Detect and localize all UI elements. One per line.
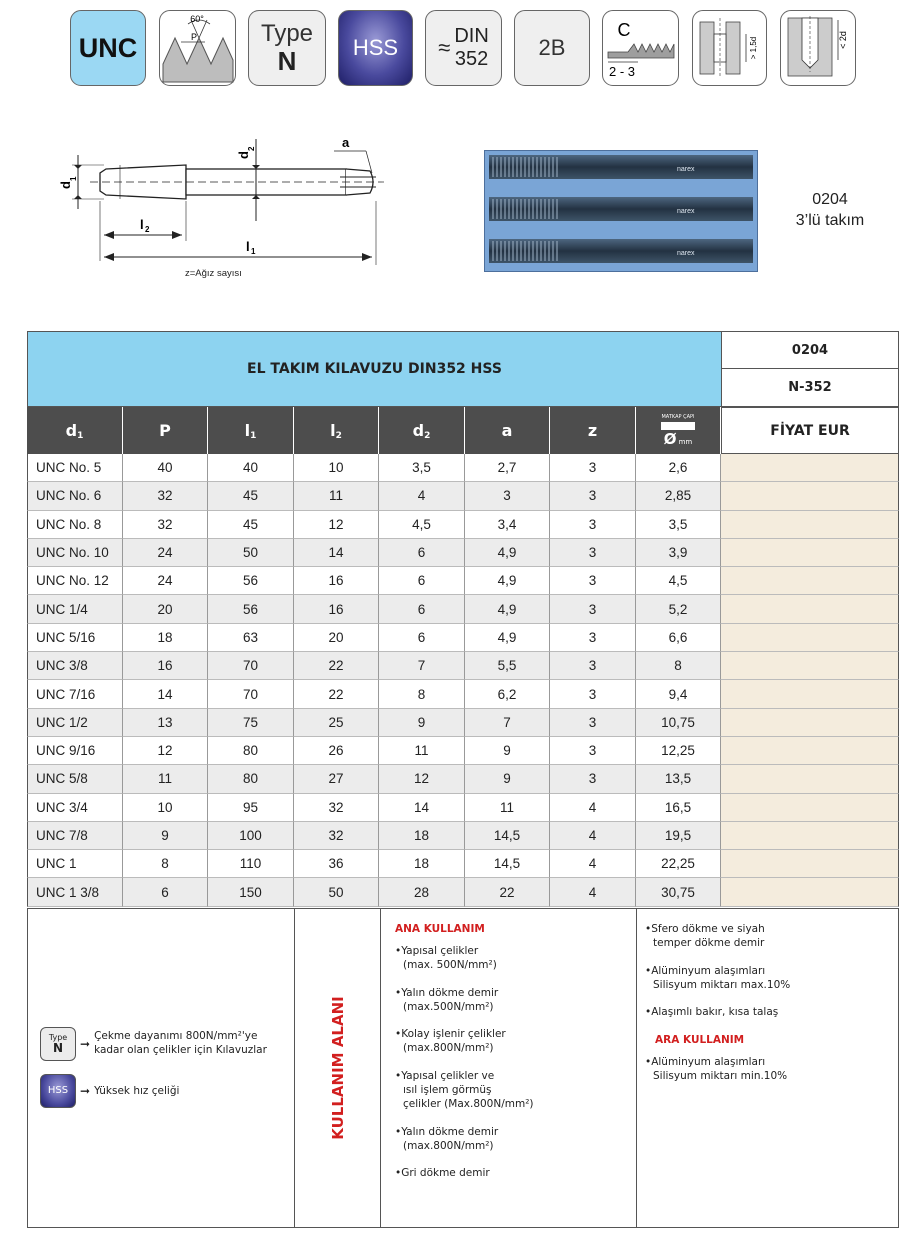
usage-item-line: Silisyum miktarı max.10% (653, 978, 791, 991)
dim-l2-sub: 2 (145, 225, 150, 234)
table-cell: 3 (550, 624, 636, 652)
table-cell: 11 (379, 737, 465, 765)
tolerance-badge (514, 10, 590, 86)
table-cell: 8 (123, 850, 208, 878)
usage-item-line: (max. 500N/mm²) (403, 958, 497, 971)
thread-size-cell: UNC 9/16 (27, 737, 123, 765)
usage-item-line: temper dökme demir (653, 936, 765, 949)
table-cell: 16 (123, 652, 208, 680)
table-row (27, 511, 899, 539)
depth-through-label: > 1,5d (748, 36, 758, 60)
usage-item-line: • Yalın dökme demir (395, 987, 636, 1001)
thread-size-cell: UNC 1 (27, 850, 123, 878)
table-cell: 25 (294, 709, 379, 737)
table-cell: 100 (208, 822, 294, 850)
usage-item-line: Silisyum miktarı min.10% (653, 1070, 788, 1083)
table-cell: 3 (550, 539, 636, 567)
pitch-label: P (190, 32, 197, 42)
table-cell: 32 (123, 482, 208, 510)
table-cell: 9 (379, 709, 465, 737)
price-cell (721, 652, 899, 680)
table-cell: 12 (294, 511, 379, 539)
column-headers (27, 407, 721, 454)
thread-size-cell: UNC 1 3/8 (27, 878, 123, 906)
table-cell: 95 (208, 794, 294, 822)
table-cell: 80 (208, 737, 294, 765)
product-code: 0204 (812, 191, 848, 208)
usage-item (395, 1126, 636, 1154)
product-code-block (775, 190, 885, 232)
price-cell (721, 595, 899, 623)
table-code: 0204 (721, 331, 899, 369)
table-cell: 14 (294, 539, 379, 567)
column-header (465, 407, 550, 454)
dim-l1-label: l (246, 239, 250, 254)
usage-item (395, 945, 636, 973)
usage-item-line: • Kolay işlenir çelikler (395, 1028, 636, 1042)
tap-spec-table (27, 331, 899, 900)
table-cell: 150 (208, 878, 294, 906)
dim-d1-label: d (58, 181, 73, 189)
usage-item (395, 987, 636, 1015)
price-cell (721, 680, 899, 708)
table-cell: 18 (379, 850, 465, 878)
usage-item (395, 1167, 636, 1181)
table-cell: 6 (379, 539, 465, 567)
legend-type (40, 1027, 267, 1061)
table-row (27, 482, 899, 510)
tap-set-image (485, 151, 757, 271)
price-cell (721, 737, 899, 765)
dim-l2-label: l (140, 217, 144, 232)
legend-type-text-2: kadar olan çelikler için Kılavuzlar (94, 1044, 267, 1056)
table-cell: 11 (465, 794, 550, 822)
table-row (27, 765, 899, 793)
table-cell: 5,5 (465, 652, 550, 680)
table-cell: 10,75 (636, 709, 721, 737)
table-cell: 70 (208, 680, 294, 708)
column-header-label: P (159, 421, 171, 440)
table-cell: 3 (550, 709, 636, 737)
blind-hole-icon (782, 12, 854, 84)
usage-item (645, 965, 900, 993)
usage-item-line: • Yalın dökme demir (395, 1126, 636, 1140)
usage-item-line: • Alüminyum alaşımları (645, 1056, 900, 1070)
table-cell: 3 (550, 567, 636, 595)
table-cell: 3 (550, 765, 636, 793)
table-cell: 2,7 (465, 454, 550, 482)
column-header (123, 407, 208, 454)
arrow-right-icon: ➞ (80, 1037, 91, 1051)
table-cell: 40 (208, 454, 294, 482)
secondary-usage-title: ARA KULLANIM (655, 1034, 745, 1047)
table-cell: 110 (208, 850, 294, 878)
table-cell: 3 (550, 652, 636, 680)
table-cell: 32 (294, 822, 379, 850)
column-header-label: z (587, 421, 598, 440)
table-cell: 63 (208, 624, 294, 652)
table-cell: 45 (208, 511, 294, 539)
table-cell: 13 (123, 709, 208, 737)
table-row (27, 652, 899, 680)
thread-size-cell: UNC 5/8 (27, 765, 123, 793)
table-row (27, 539, 899, 567)
table-cell: 70 (208, 652, 294, 680)
dim-a-label: a (342, 135, 350, 150)
arrow-right-icon: ➞ (80, 1084, 91, 1098)
table-cell: 32 (123, 511, 208, 539)
secondary-usage-list (645, 1056, 900, 1084)
table-cell: 2,6 (636, 454, 721, 482)
main-usage-panel (381, 909, 637, 1227)
tap-set-photo (484, 150, 758, 272)
hss-label: HSS (352, 35, 399, 60)
table-cell: 9,4 (636, 680, 721, 708)
diameter-symbol: Ø (663, 429, 677, 448)
price-cell (721, 624, 899, 652)
table-row (27, 822, 899, 850)
usage-item-line: • Gri dökme demir (395, 1167, 636, 1181)
table-cell: 10 (294, 454, 379, 482)
table-cell: 11 (123, 765, 208, 793)
table-cell: 9 (465, 737, 550, 765)
table-cell: 22 (294, 652, 379, 680)
product-set-label: 3’lü takım (795, 211, 865, 229)
table-row (27, 567, 899, 595)
column-header-label: l (244, 421, 251, 440)
legend-hss (40, 1074, 179, 1108)
column-header-label: d (65, 421, 78, 440)
table-row (27, 878, 899, 906)
thread-size-cell: UNC No. 8 (27, 511, 123, 539)
table-cell: 6,6 (636, 624, 721, 652)
table-cell: 3 (550, 595, 636, 623)
table-cell: 24 (123, 539, 208, 567)
column-header-subscript: 1 (77, 430, 84, 441)
table-cell: 12 (379, 765, 465, 793)
table-cell: 16 (294, 567, 379, 595)
price-cell (721, 709, 899, 737)
table-cell: 8 (636, 652, 721, 680)
table-cell: 6 (379, 624, 465, 652)
drill-unit: mm (678, 437, 693, 446)
table-cell: 45 (208, 482, 294, 510)
dim-l1-sub: 1 (251, 247, 256, 256)
hss-badge (338, 10, 413, 86)
table-row (27, 624, 899, 652)
table-cell: 50 (208, 539, 294, 567)
legend-type-small: Type (48, 1032, 68, 1042)
blind-hole-badge (780, 10, 856, 86)
tap-technical-drawing (60, 125, 390, 285)
usage-item-line: çelikler (Max.800N/mm²) (403, 1097, 534, 1110)
table-cell: 3,5 (379, 454, 465, 482)
column-header-drill (636, 407, 721, 454)
table-cell: 6,2 (465, 680, 550, 708)
main-usage-title: ANA KULLANIM (395, 923, 485, 935)
thread-size-cell: UNC No. 12 (27, 567, 123, 595)
table-cell: 4,9 (465, 624, 550, 652)
table-cell: 14 (123, 680, 208, 708)
table-row (27, 850, 899, 878)
column-header-subscript: 2 (335, 430, 342, 441)
table-cell: 3 (465, 482, 550, 510)
table-cell: 4 (550, 878, 636, 906)
brand-mark-3: narex (677, 250, 695, 257)
thread-angle-badge (159, 10, 236, 86)
table-body (27, 454, 899, 907)
table-cell: 22 (465, 878, 550, 906)
chamfer-range: 2 - 3 (608, 64, 635, 79)
table-cell: 14,5 (465, 850, 550, 878)
table-cell: 12 (123, 737, 208, 765)
thread-size-cell: UNC No. 10 (27, 539, 123, 567)
table-cell: 3,4 (465, 511, 550, 539)
dim-d2-sub: 2 (247, 146, 256, 151)
drill-header-caption: MATKAP ÇAPI (661, 413, 695, 420)
table-cell: 75 (208, 709, 294, 737)
table-cell: 10 (123, 794, 208, 822)
table-cell: 4,5 (636, 567, 721, 595)
table-cell: 14,5 (465, 822, 550, 850)
usage-item (645, 923, 900, 951)
tolerance-label: 2B (538, 35, 566, 60)
price-cell (721, 822, 899, 850)
table-cell: 20 (294, 624, 379, 652)
thread-standard-badge (70, 10, 146, 86)
column-header (550, 407, 636, 454)
brand-mark-2: narex (677, 208, 695, 215)
usage-vertical-panel (295, 909, 381, 1227)
table-cell: 12,25 (636, 737, 721, 765)
table-cell: 9 (465, 765, 550, 793)
table-cell: 56 (208, 567, 294, 595)
table-cell: 4 (550, 822, 636, 850)
usage-item (645, 1006, 900, 1020)
table-row (27, 680, 899, 708)
price-cell (721, 539, 899, 567)
table-cell: 3 (550, 737, 636, 765)
table-cell: 9 (123, 822, 208, 850)
table-cell: 32 (294, 794, 379, 822)
table-cell: 18 (379, 822, 465, 850)
through-hole-badge (692, 10, 767, 86)
legend-type-big: N (52, 1040, 64, 1055)
din-label: DIN (454, 25, 489, 47)
drill-bit-icon (661, 422, 695, 430)
table-cell: 2,85 (636, 482, 721, 510)
thread-size-cell: UNC 1/4 (27, 595, 123, 623)
thread-size-cell: UNC No. 6 (27, 482, 123, 510)
table-cell: 24 (123, 567, 208, 595)
table-cell: 4 (379, 482, 465, 510)
usage-item (395, 1028, 636, 1056)
column-header-subscript: 1 (250, 430, 257, 441)
table-cell: 4,9 (465, 539, 550, 567)
price-cell (721, 850, 899, 878)
table-cell: 16 (294, 595, 379, 623)
price-cell (721, 454, 899, 482)
legend-type-badge (40, 1027, 76, 1061)
dim-d1-sub: 1 (69, 176, 78, 181)
table-cell: 3 (550, 454, 636, 482)
table-cell: 13,5 (636, 765, 721, 793)
table-row (27, 454, 899, 482)
din-number: 352 (454, 48, 489, 70)
legend-panel (28, 909, 295, 1227)
table-cell: 7 (379, 652, 465, 680)
column-header (294, 407, 379, 454)
price-cell (721, 878, 899, 906)
table-cell: 20 (123, 595, 208, 623)
usage-item-line: (max.800N/mm²) (403, 1042, 494, 1055)
usage-item (395, 1070, 636, 1112)
thread-size-cell: UNC 1/2 (27, 709, 123, 737)
table-cell: 4,9 (465, 567, 550, 595)
table-cell: 56 (208, 595, 294, 623)
column-header (208, 407, 294, 454)
legend-hss-text: Yüksek hız çeliği (94, 1085, 180, 1097)
type-value: N (277, 45, 297, 76)
brand-mark-1: narex (677, 166, 695, 173)
table-cell: 3,9 (636, 539, 721, 567)
price-cell (721, 482, 899, 510)
table-cell: 4 (550, 794, 636, 822)
table-cell: 11 (294, 482, 379, 510)
thread-size-cell: UNC 7/16 (27, 680, 123, 708)
table-cell: 80 (208, 765, 294, 793)
table-cell: 16,5 (636, 794, 721, 822)
usage-item-line: • Yapısal çelikler (395, 945, 636, 959)
thread-standard-label: UNC (78, 32, 138, 63)
price-cell (721, 765, 899, 793)
column-header-subscript: 2 (424, 430, 431, 441)
table-cell: 8 (379, 680, 465, 708)
thread-profile-icon (161, 12, 235, 84)
legend-type-text (94, 1030, 267, 1057)
table-cell: 40 (123, 454, 208, 482)
price-cell (721, 511, 899, 539)
legend-hss-badge (40, 1074, 76, 1108)
table-cell: 3 (550, 680, 636, 708)
chamfer-badge (602, 10, 679, 86)
table-cell: 30,75 (636, 878, 721, 906)
table-row (27, 794, 899, 822)
thread-size-cell: UNC 7/8 (27, 822, 123, 850)
thread-size-cell: UNC 5/16 (27, 624, 123, 652)
usage-section (27, 908, 899, 1228)
din-badge (425, 10, 502, 86)
price-cell (721, 794, 899, 822)
chamfer-letter: C (617, 20, 630, 40)
dim-d2-label: d (236, 151, 251, 159)
main-usage-list (395, 945, 636, 1181)
table-cell: 3 (550, 511, 636, 539)
table-cell: 7 (465, 709, 550, 737)
table-row (27, 595, 899, 623)
thread-size-cell: UNC 3/4 (27, 794, 123, 822)
table-cell: 5,2 (636, 595, 721, 623)
type-badge (248, 10, 326, 86)
approx-symbol: ≈ (438, 35, 451, 61)
more-usage-panel (637, 909, 900, 1227)
usage-item-line: (max.800N/mm²) (403, 1139, 494, 1152)
table-cell: 6 (123, 878, 208, 906)
through-hole-icon (694, 12, 766, 84)
column-header-label: a (501, 421, 513, 440)
angle-label: 60° (189, 14, 204, 24)
table-header-block (27, 331, 899, 407)
table-cell: 4,5 (379, 511, 465, 539)
depth-blind-label: < 2d (838, 31, 848, 49)
table-cell: 6 (379, 595, 465, 623)
table-norm: N-352 (721, 368, 899, 407)
legend-hss-label: HSS (47, 1084, 69, 1096)
usage-item-line: • Sfero dökme ve siyah (645, 923, 900, 937)
table-cell: 6 (379, 567, 465, 595)
table-cell: 26 (294, 737, 379, 765)
table-cell: 3,5 (636, 511, 721, 539)
table-cell: 4 (550, 850, 636, 878)
teeth-count-caption: z=Ağız sayısı (185, 268, 242, 279)
more-usage-list (645, 923, 900, 1020)
table-cell: 4,9 (465, 595, 550, 623)
table-row (27, 709, 899, 737)
usage-item-line: • Alaşımlı bakır, kısa talaş (645, 1006, 900, 1020)
usage-vertical-title: KULLANIM ALANI (328, 996, 347, 1140)
legend-type-text-1: Çekme dayanımı 800N/mm²'ye (94, 1030, 258, 1043)
table-cell: 27 (294, 765, 379, 793)
price-header: FİYAT EUR (721, 407, 899, 454)
usage-item-line: • Alüminyum alaşımları (645, 965, 900, 979)
table-cell: 19,5 (636, 822, 721, 850)
table-cell: 22,25 (636, 850, 721, 878)
table-title: EL TAKIM KILAVUZU DIN352 HSS (27, 331, 722, 407)
table-cell: 3 (550, 482, 636, 510)
column-header-label: l (330, 421, 336, 440)
table-cell: 28 (379, 878, 465, 906)
column-header (27, 407, 123, 454)
table-row (27, 737, 899, 765)
usage-item-line: • Yapısal çelikler ve (395, 1070, 636, 1084)
table-cell: 22 (294, 680, 379, 708)
thread-size-cell: UNC 3/8 (27, 652, 123, 680)
column-header-label: d (412, 421, 425, 440)
table-cell: 36 (294, 850, 379, 878)
chamfer-icon (604, 12, 678, 84)
usage-item (645, 1056, 900, 1084)
price-cell (721, 567, 899, 595)
usage-item-line: (max.500N/mm²) (403, 1000, 494, 1013)
thread-size-cell: UNC No. 5 (27, 454, 123, 482)
type-label: Type (260, 19, 314, 47)
table-cell: 14 (379, 794, 465, 822)
table-cell: 50 (294, 878, 379, 906)
column-header (379, 407, 465, 454)
usage-item-line: ısıl işlem görmüş (403, 1084, 492, 1097)
table-cell: 18 (123, 624, 208, 652)
